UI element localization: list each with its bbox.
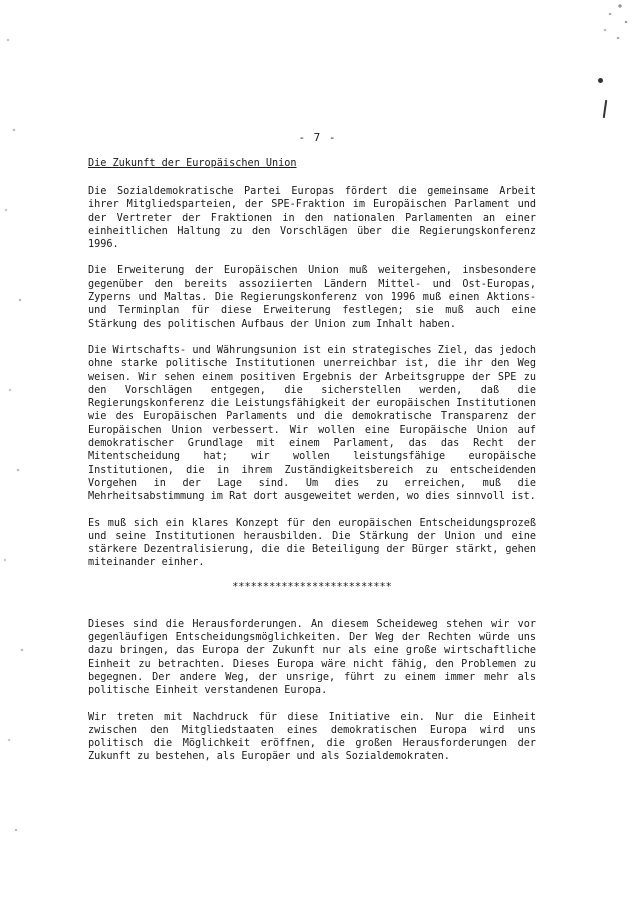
page-number: - 7 - [298,131,337,144]
paragraph: Dieses sind die Herausforderungen. An diesem Scheideweg stehen wir vor gegenläufigen Entscheidungsmöglichkeiten. Der Weg der Rechten würde uns dazu bringen, das Europa der Zukunft nur als eine große wirtschaftliche Einheit zu betrachten. Dieses Europa wäre nicht fähig, den Problemen zu begegnen. Der andere Weg, der unsrige, führt zu einem immer mehr als politische Einheit verstandenen Europa. [88,618,536,697]
section-separator: ************************** [232,581,392,593]
paragraph: Die Erweiterung der Europäischen Union muß weitergehen, insbesondere gegenüber den bereits assoziierten Ländern Mittel- und Ost-Europas, Zyperns und Maltas. Die Regierungskonferenz von 1996 muß einen Aktions- und Terminplan für diese Erweiterung festlegen; sie muß auch eine Stärkung des politischen Aufbaus der Union zum Inhalt haben. [88,265,536,330]
document-body [88,157,536,777]
scan-noise-right [580,0,635,140]
paragraph: Die Wirtschafts- und Währungsunion ist ein strategisches Ziel, das jedoch ohne starke politische Institutionen unerreichbar ist, die ihr den Weg weisen. Wir sehen einem positiven Ergebnis der Arbeitsgruppe der SPE zu den Vorschlägen entgegen, die sicherstellen werden, daß die Regierungskonferenz die Leistungsfähigkeit der europäischen Institutionen wie des Europäischen Parlaments und die demokratische Transparenz der Europäischen Union verbessert. Wir wollen eine Europäische Union auf demokratischer Grundlage mit einem Parlament, das das Recht der Mitentscheidung hat; wir wollen leistungsfähige europäische Institutionen, die in ihrem Zuständigkeitsbereich zu entscheidenden Vorgehen in der Lage sind. Um dies zu erreichen, muß die Mehrheitsabstimmung im Rat dort ausgeweitet werden, wo dies sinnvoll ist. [88,344,536,503]
paragraph: Es muß sich ein klares Konzept für den europäischen Entscheidungsprozeß und seine Institutionen herausbilden. Die Stärkung der Union und eine stärkere Dezentralisierung, die die Beteiligung der Bürger stärkt, gehen miteinander einher. [88,517,536,569]
section-heading: Die Zukunft der Europäischen Union [88,158,297,169]
scan-mark-dot [598,78,603,83]
paragraph: Wir treten mit Nachdruck für diese Initiative ein. Nur die Einheit zwischen den Mitgliedstaaten eines demokratischen Europa wird uns politisch die Möglichkeit eröffnen, die großen Herausforderungen der Zukunft zu bestehen, als Europäer und als Sozialdemokraten. [88,711,536,763]
paragraph: Die Sozialdemokratische Partei Europas fördert die gemeinsame Arbeit ihrer Mitgliedsparteien, der SPE-Fraktion im Europäischen Parlament und der Vertreter der Fraktionen in den nationalen Parlamenten an einer einheitlichen Haltung zu den Vorschlägen über die Regierungskonferenz 1996. [88,186,536,251]
